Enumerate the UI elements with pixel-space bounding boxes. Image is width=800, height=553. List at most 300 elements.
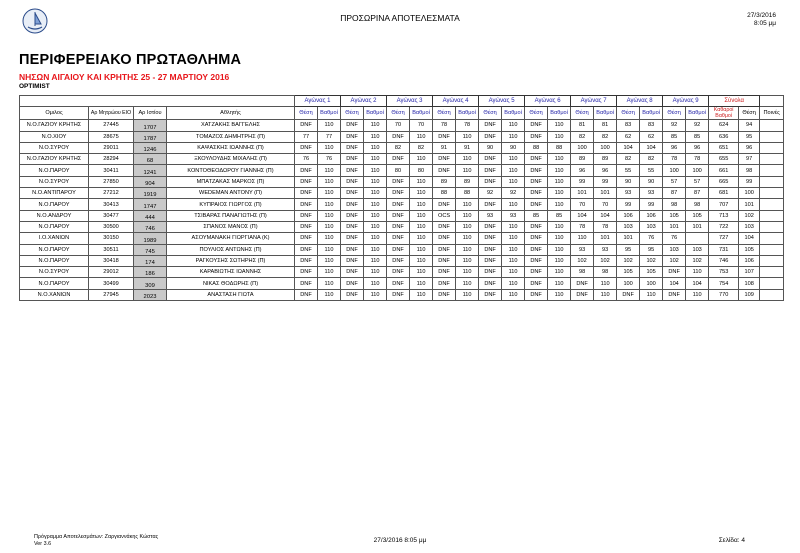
- report-datetime: [747, 12, 776, 28]
- race-place-cell: DNF: [387, 244, 410, 255]
- race-points-cell: 82: [594, 131, 617, 142]
- athlete-cell: ΚΑΨΑΣΚΗΣ ΙΩΑΝΝΗΣ (Π): [167, 142, 295, 153]
- race-place-cell: DNF: [295, 142, 318, 153]
- race-points-cell: 110: [456, 233, 479, 244]
- report-date: 27/3/2016: [747, 12, 776, 19]
- rank-cell: 104: [739, 233, 760, 244]
- race-place-cell: DNF: [479, 165, 502, 176]
- net-points-cell: 681: [709, 188, 739, 199]
- col-race-7-points: Βαθμοί: [594, 107, 617, 120]
- race-points-cell: 110: [410, 278, 433, 289]
- table-row: [20, 120, 784, 131]
- col-net-points: Καθαροί Βαθμοί: [709, 107, 739, 120]
- race-points-cell: 110: [548, 165, 571, 176]
- race-place-cell: DNF: [341, 267, 364, 278]
- race-place-cell: 103: [663, 244, 686, 255]
- race-place-cell: DNF: [571, 289, 594, 300]
- rank-cell: 99: [739, 176, 760, 187]
- table-row: [20, 267, 784, 278]
- net-points-cell: 636: [709, 131, 739, 142]
- race-place-cell: DNF: [341, 120, 364, 131]
- rank-cell: 100: [739, 188, 760, 199]
- race-place-cell: DNF: [479, 289, 502, 300]
- race-points-cell: 110: [502, 233, 525, 244]
- race-place-cell: 92: [479, 188, 502, 199]
- race-place-cell: DNF: [295, 165, 318, 176]
- registry-cell: 30411: [89, 165, 134, 176]
- race-points-cell: 96: [686, 142, 709, 153]
- totals-header: Σύνολα: [709, 96, 760, 107]
- table-row: [20, 221, 784, 232]
- race-place-cell: 101: [663, 221, 686, 232]
- club-cell: Ν.Ο.ΑΝΔΡΟΥ: [20, 210, 89, 221]
- registry-cell: 30150: [89, 233, 134, 244]
- race-place-cell: 105: [617, 267, 640, 278]
- race-points-cell: 110: [502, 289, 525, 300]
- race-points-cell: 110: [548, 131, 571, 142]
- penalties-cell: [760, 278, 784, 289]
- race-place-cell: 88: [525, 142, 548, 153]
- footer-version: Ver 3.6: [34, 541, 52, 547]
- athlete-cell: ΚΑΡΑΒΙΩΤΗΣ ΙΩΑΝΝΗΣ: [167, 267, 295, 278]
- club-cell: Ν.Ο.ΣΥΡΟΥ: [20, 176, 89, 187]
- col-race-8-place: Θέση: [617, 107, 640, 120]
- race-place-cell: 101: [617, 233, 640, 244]
- race-place-cell: 55: [617, 165, 640, 176]
- race-points-cell: 110: [594, 289, 617, 300]
- race-points-cell: 110: [410, 154, 433, 165]
- race-place-cell: 87: [663, 188, 686, 199]
- race-place-cell: DNF: [525, 289, 548, 300]
- race-points-cell: 91: [456, 142, 479, 153]
- race-points-cell: 101: [594, 233, 617, 244]
- race-points-cell: 110: [456, 210, 479, 221]
- race-points-cell: 70: [594, 199, 617, 210]
- race-place-cell: DNF: [479, 255, 502, 266]
- race-place-cell: 76: [663, 233, 686, 244]
- race-place-cell: 90: [617, 176, 640, 187]
- penalties-cell: [760, 176, 784, 187]
- registry-cell: 27445: [89, 120, 134, 131]
- race-place-cell: 57: [663, 176, 686, 187]
- race-place-cell: 82: [571, 131, 594, 142]
- race-place-cell: DNF: [387, 289, 410, 300]
- race-place-cell: DNF: [433, 199, 456, 210]
- col-penalties: Ποινές: [760, 107, 784, 120]
- net-points-cell: 722: [709, 221, 739, 232]
- race-points-cell: 110: [410, 210, 433, 221]
- race-points-cell: 110: [318, 221, 341, 232]
- race-place-cell: 62: [617, 131, 640, 142]
- race-points-cell: 110: [318, 199, 341, 210]
- race-points-cell: 110: [410, 188, 433, 199]
- net-points-cell: 754: [709, 278, 739, 289]
- athlete-cell: WEDEMAN ANTONY (Π): [167, 188, 295, 199]
- registry-cell: 28675: [89, 131, 134, 142]
- col-race-3-place: Θέση: [387, 107, 410, 120]
- col-race-5-place: Θέση: [479, 107, 502, 120]
- race-place-cell: 103: [617, 221, 640, 232]
- net-points-cell: 707: [709, 199, 739, 210]
- footer-datetime: 27/3/2016 8:05 μμ: [373, 537, 427, 544]
- race-points-cell: 105: [686, 210, 709, 221]
- table-row: [20, 131, 784, 142]
- penalties-cell: [760, 267, 784, 278]
- race-place-cell: DNF: [341, 142, 364, 153]
- col-registry: Αρ Μητρώου ΕΙΟ: [89, 107, 134, 120]
- registry-cell: 30511: [89, 244, 134, 255]
- registry-cell: 30477: [89, 210, 134, 221]
- race-points-cell: 106: [640, 210, 663, 221]
- penalties-cell: [760, 154, 784, 165]
- athlete-cell: ΧΑΤΖΑΚΗΣ ΒΑΓΓΕΛΗΣ: [167, 120, 295, 131]
- race-points-cell: 88: [456, 188, 479, 199]
- race-points-cell: 78: [686, 154, 709, 165]
- race-points-cell: 110: [410, 131, 433, 142]
- race-points-cell: 102: [640, 255, 663, 266]
- penalties-cell: [760, 244, 784, 255]
- race-points-cell: 88: [548, 142, 571, 153]
- race-points-cell: 78: [594, 221, 617, 232]
- race-points-cell: 110: [502, 131, 525, 142]
- col-race-9-place: Θέση: [663, 107, 686, 120]
- race-place-cell: DNF: [479, 221, 502, 232]
- race-place-cell: 96: [571, 165, 594, 176]
- race-place-cell: DNF: [387, 188, 410, 199]
- sail-number-cell: 444: [134, 210, 167, 221]
- race-header-8: Αγώνας 8: [617, 96, 663, 107]
- race-points-cell: 110: [318, 120, 341, 131]
- column-header-row: [20, 107, 784, 120]
- race-place-cell: DNF: [341, 154, 364, 165]
- race-place-cell: DNF: [525, 154, 548, 165]
- race-place-cell: 98: [571, 267, 594, 278]
- rank-cell: 107: [739, 267, 760, 278]
- race-place-cell: OCS: [433, 210, 456, 221]
- race-place-cell: 99: [571, 176, 594, 187]
- race-points-cell: 110: [364, 244, 387, 255]
- race-points-cell: 82: [410, 142, 433, 153]
- report-status-title: ΠΡΟΣΩΡΙΝΑ ΑΠΟΤΕΛΕΣΜΑΤΑ: [340, 13, 460, 23]
- race-points-cell: 77: [318, 131, 341, 142]
- race-place-cell: DNF: [571, 278, 594, 289]
- race-points-cell: 110: [456, 244, 479, 255]
- col-race-9-points: Βαθμοί: [686, 107, 709, 120]
- race-place-cell: DNF: [525, 176, 548, 187]
- race-points-cell: 110: [548, 278, 571, 289]
- race-points-cell: 101: [686, 221, 709, 232]
- athlete-cell: ΚΥΠΡΑΙΟΣ ΓΙΩΡΓΟΣ (Π): [167, 199, 295, 210]
- race-points-cell: 110: [548, 199, 571, 210]
- race-points-cell: 110: [318, 142, 341, 153]
- col-race-3-points: Βαθμοί: [410, 107, 433, 120]
- rank-cell: 97: [739, 154, 760, 165]
- race-place-cell: 93: [479, 210, 502, 221]
- table-row: [20, 255, 784, 266]
- sail-number-cell: 1919: [134, 188, 167, 199]
- race-points-cell: 110: [410, 176, 433, 187]
- race-place-cell: 93: [571, 244, 594, 255]
- race-points-cell: 110: [548, 267, 571, 278]
- race-points-cell: 93: [640, 188, 663, 199]
- race-points-cell: 110: [318, 267, 341, 278]
- club-cell: Ν.Ο.ΑΝΤΙΠΑΡΟΥ: [20, 188, 89, 199]
- club-cell: Ι.Ο.ΧΑΝΙΩΝ: [20, 233, 89, 244]
- race-place-cell: 89: [433, 176, 456, 187]
- club-cell: Ν.Ο.ΠΑΡΟΥ: [20, 255, 89, 266]
- race-place-cell: DNF: [295, 199, 318, 210]
- rank-cell: 94: [739, 120, 760, 131]
- race-points-cell: 92: [502, 188, 525, 199]
- rank-cell: 102: [739, 210, 760, 221]
- race-place-cell: DNF: [295, 188, 318, 199]
- race-place-cell: 102: [571, 255, 594, 266]
- race-points-cell: 110: [548, 233, 571, 244]
- race-place-cell: DNF: [341, 210, 364, 221]
- race-header-row: [20, 96, 784, 107]
- race-place-cell: DNF: [617, 289, 640, 300]
- race-place-cell: 100: [571, 142, 594, 153]
- race-place-cell: DNF: [479, 233, 502, 244]
- club-cell: Ν.Ο.ΠΑΡΟΥ: [20, 199, 89, 210]
- club-cell: Ν.Ο.ΠΑΡΟΥ: [20, 165, 89, 176]
- race-points-cell: 89: [594, 154, 617, 165]
- race-place-cell: DNF: [433, 154, 456, 165]
- net-points-cell: 753: [709, 267, 739, 278]
- race-points-cell: 110: [502, 255, 525, 266]
- club-cell: Ν.Ο.ΠΑΡΟΥ: [20, 244, 89, 255]
- race-points-cell: 110: [364, 131, 387, 142]
- race-place-cell: DNF: [387, 267, 410, 278]
- race-place-cell: 83: [617, 120, 640, 131]
- race-place-cell: 104: [571, 210, 594, 221]
- col-race-6-place: Θέση: [525, 107, 548, 120]
- net-points-cell: 655: [709, 154, 739, 165]
- athlete-cell: ΚΟΝΤΟΘΕΟΔΩΡΟΥ ΓΙΑΝΝΗΣ (Π): [167, 165, 295, 176]
- race-points-cell: 110: [318, 188, 341, 199]
- race-points-cell: 98: [594, 267, 617, 278]
- race-points-cell: 92: [686, 120, 709, 131]
- race-points-cell: 93: [502, 210, 525, 221]
- race-place-cell: 104: [663, 278, 686, 289]
- race-points-cell: 110: [318, 165, 341, 176]
- race-place-cell: DNF: [525, 221, 548, 232]
- race-place-cell: DNF: [341, 131, 364, 142]
- race-place-cell: DNF: [433, 244, 456, 255]
- race-place-cell: 96: [663, 142, 686, 153]
- race-place-cell: DNF: [295, 244, 318, 255]
- race-points-cell: 76: [640, 233, 663, 244]
- race-points-cell: 104: [594, 210, 617, 221]
- registry-cell: 29011: [89, 142, 134, 153]
- race-place-cell: 99: [617, 199, 640, 210]
- race-place-cell: DNF: [479, 244, 502, 255]
- table-row: [20, 154, 784, 165]
- penalties-cell: [760, 210, 784, 221]
- race-points-cell: 110: [456, 221, 479, 232]
- col-race-4-place: Θέση: [433, 107, 456, 120]
- race-place-cell: DNF: [387, 154, 410, 165]
- race-place-cell: 76: [295, 154, 318, 165]
- sail-number-cell: 904: [134, 176, 167, 187]
- race-header-1: Αγώνας 1: [295, 96, 341, 107]
- race-place-cell: 88: [433, 188, 456, 199]
- race-points-cell: 110: [502, 176, 525, 187]
- race-place-cell: DNF: [387, 176, 410, 187]
- table-row: [20, 142, 784, 153]
- race-points-cell: 110: [364, 267, 387, 278]
- net-points-cell: 746: [709, 255, 739, 266]
- col-race-8-points: Βαθμοί: [640, 107, 663, 120]
- race-points-cell: 110: [594, 278, 617, 289]
- race-points-cell: 85: [548, 210, 571, 221]
- race-points-cell: 110: [410, 221, 433, 232]
- race-place-cell: DNF: [479, 176, 502, 187]
- race-place-cell: DNF: [295, 210, 318, 221]
- race-place-cell: DNF: [387, 255, 410, 266]
- race-points-cell: 76: [318, 154, 341, 165]
- sail-number-cell: 68: [134, 154, 167, 165]
- race-place-cell: DNF: [387, 278, 410, 289]
- race-place-cell: 105: [663, 210, 686, 221]
- net-points-cell: 665: [709, 176, 739, 187]
- race-points-cell: 110: [502, 120, 525, 131]
- event-subtitle: ΝΗΣΩΝ ΑΙΓΑΙΟΥ ΚΑΙ ΚΡΗΤΗΣ 25 - 27 ΜΑΡΤΙΟΥ 2016: [19, 72, 230, 82]
- race-place-cell: 106: [617, 210, 640, 221]
- col-race-1-points: Βαθμοί: [318, 107, 341, 120]
- race-place-cell: DNF: [387, 233, 410, 244]
- race-place-cell: 78: [433, 120, 456, 131]
- registry-cell: 27945: [89, 289, 134, 300]
- net-points-cell: 770: [709, 289, 739, 300]
- race-points-cell: 85: [686, 131, 709, 142]
- race-points-cell: 90: [640, 176, 663, 187]
- penalties-cell: [760, 165, 784, 176]
- race-points-cell: 89: [456, 176, 479, 187]
- club-cell: Ν.Ο.ΧΑΝΙΩΝ: [20, 289, 89, 300]
- sail-number-cell: 186: [134, 267, 167, 278]
- athlete-cell: ΠΟΥΛΙΟΣ ΑΝΤΩΝΗΣ (Π): [167, 244, 295, 255]
- race-place-cell: DNF: [433, 267, 456, 278]
- race-place-cell: DNF: [295, 221, 318, 232]
- athlete-cell: ΑΝΑΣΤΑΣΗ ΓΙΩΤΑ: [167, 289, 295, 300]
- sail-number-cell: 746: [134, 221, 167, 232]
- race-header-4: Αγώνας 4: [433, 96, 479, 107]
- race-place-cell: DNF: [479, 199, 502, 210]
- race-points-cell: 110: [364, 154, 387, 165]
- athlete-cell: ΜΠΑΤΖΑΚΑΣ ΜΑΡΚΟΣ (Π): [167, 176, 295, 187]
- table-row: [20, 176, 784, 187]
- race-points-cell: 110: [364, 233, 387, 244]
- race-header-2: Αγώνας 2: [341, 96, 387, 107]
- race-place-cell: DNF: [525, 199, 548, 210]
- race-points-cell: 78: [456, 120, 479, 131]
- sail-number-cell: 1246: [134, 142, 167, 153]
- race-place-cell: DNF: [433, 165, 456, 176]
- sail-number-cell: 1241: [134, 165, 167, 176]
- race-place-cell: DNF: [341, 255, 364, 266]
- race-place-cell: DNF: [341, 188, 364, 199]
- race-place-cell: DNF: [525, 267, 548, 278]
- col-race-1-place: Θέση: [295, 107, 318, 120]
- race-points-cell: 110: [548, 188, 571, 199]
- penalties-cell: [760, 233, 784, 244]
- race-place-cell: DNF: [525, 233, 548, 244]
- race-place-cell: DNF: [341, 221, 364, 232]
- race-points-cell: 90: [502, 142, 525, 153]
- race-points-cell: 102: [686, 255, 709, 266]
- footer-page-number: Σελίδα: 4: [718, 537, 745, 544]
- race-points-cell: 87: [686, 188, 709, 199]
- race-header-9: Αγώνας 9: [663, 96, 709, 107]
- race-place-cell: 85: [525, 210, 548, 221]
- net-points-cell: 651: [709, 142, 739, 153]
- race-points-cell: 99: [594, 176, 617, 187]
- rank-cell: 106: [739, 255, 760, 266]
- race-points-cell: 110: [318, 176, 341, 187]
- race-points-cell: 110: [364, 120, 387, 131]
- race-points-cell: 110: [364, 289, 387, 300]
- race-points-cell: 110: [548, 244, 571, 255]
- race-place-cell: 81: [571, 120, 594, 131]
- registry-cell: 30413: [89, 199, 134, 210]
- race-points-cell: 110: [502, 267, 525, 278]
- penalties-cell: [760, 188, 784, 199]
- race-place-cell: 93: [617, 188, 640, 199]
- race-points-cell: 110: [364, 188, 387, 199]
- race-place-cell: 100: [663, 165, 686, 176]
- race-place-cell: DNF: [479, 131, 502, 142]
- race-points-cell: 110: [686, 267, 709, 278]
- race-header-3: Αγώνας 3: [387, 96, 433, 107]
- race-points-cell: 110: [318, 289, 341, 300]
- race-points-cell: 110: [410, 233, 433, 244]
- race-place-cell: 70: [571, 199, 594, 210]
- race-points-cell: 110: [410, 267, 433, 278]
- table-row: [20, 233, 784, 244]
- race-place-cell: DNF: [295, 176, 318, 187]
- race-points-cell: 110: [502, 154, 525, 165]
- rank-cell: 105: [739, 244, 760, 255]
- race-points-cell: 62: [640, 131, 663, 142]
- registry-cell: 27850: [89, 176, 134, 187]
- race-place-cell: DNF: [341, 278, 364, 289]
- race-place-cell: 110: [571, 233, 594, 244]
- penalties-cell: [760, 131, 784, 142]
- race-header-spacer-end: [760, 96, 784, 107]
- race-place-cell: DNF: [295, 120, 318, 131]
- race-place-cell: DNF: [341, 199, 364, 210]
- race-place-cell: 80: [387, 165, 410, 176]
- race-points-cell: 57: [686, 176, 709, 187]
- club-cell: Ν.Ο.ΠΑΡΟΥ: [20, 221, 89, 232]
- registry-cell: 27212: [89, 188, 134, 199]
- sail-number-cell: 174: [134, 255, 167, 266]
- race-place-cell: DNF: [295, 267, 318, 278]
- col-race-2-place: Θέση: [341, 107, 364, 120]
- race-place-cell: DNF: [479, 120, 502, 131]
- registry-cell: 30500: [89, 221, 134, 232]
- race-points-cell: 80: [410, 165, 433, 176]
- race-header-6: Αγώνας 6: [525, 96, 571, 107]
- race-points-cell: 110: [456, 278, 479, 289]
- race-place-cell: DNF: [663, 267, 686, 278]
- penalties-cell: [760, 142, 784, 153]
- race-place-cell: DNF: [387, 210, 410, 221]
- net-points-cell: 661: [709, 165, 739, 176]
- race-points-cell: 93: [594, 244, 617, 255]
- race-place-cell: DNF: [433, 131, 456, 142]
